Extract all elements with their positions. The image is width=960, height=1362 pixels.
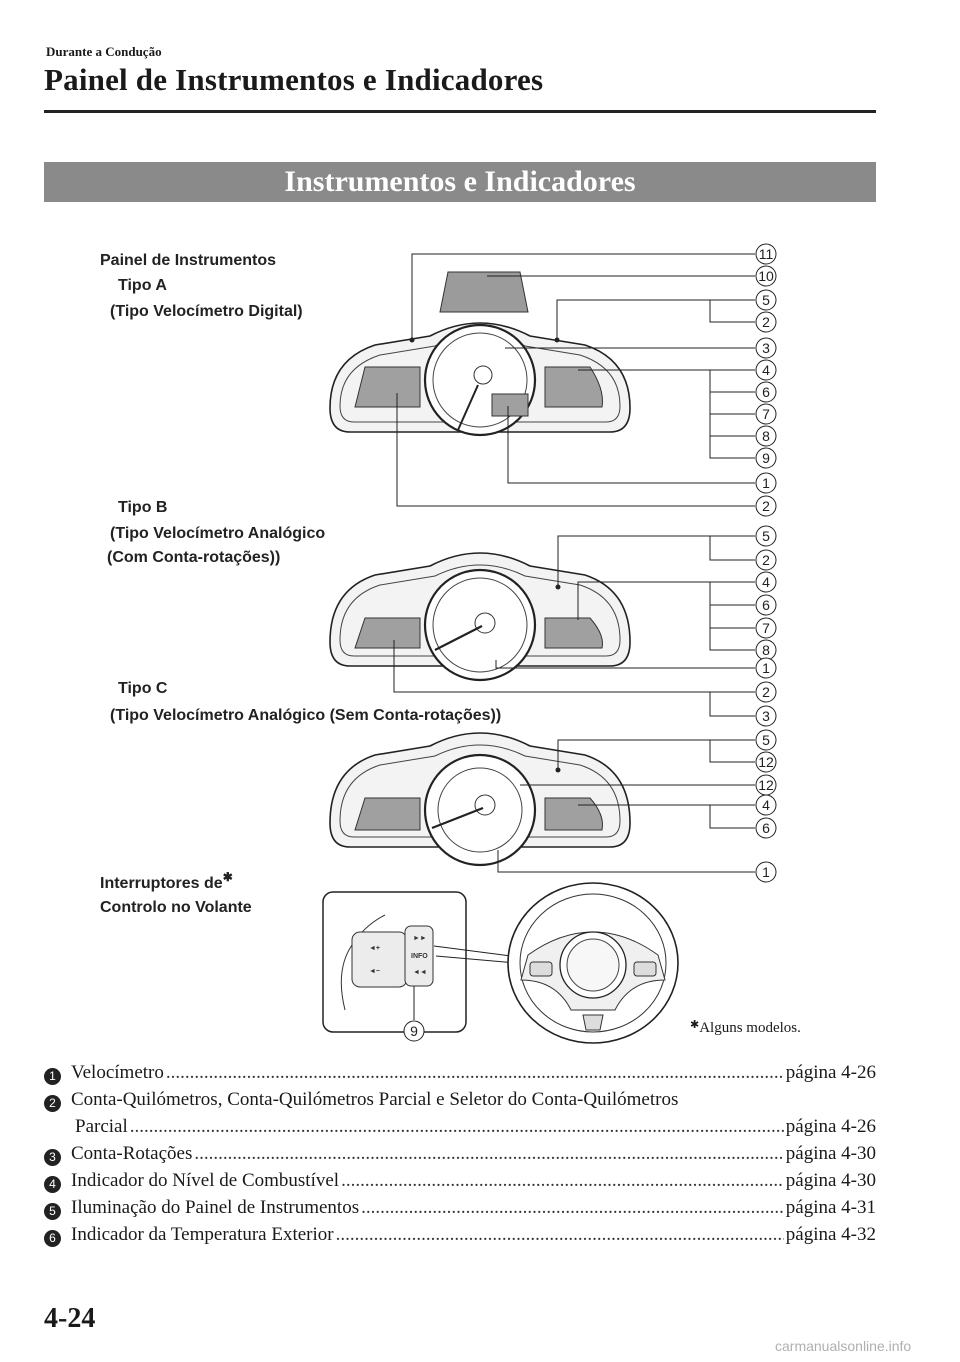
- legend-item: [44, 1170, 876, 1197]
- callout-b-4: 4: [762, 574, 770, 590]
- legend-item: [44, 1143, 876, 1170]
- legend-page: página 4-30: [785, 1143, 876, 1164]
- label-tipo-b-sub1: (Tipo Velocímetro Analógico: [110, 525, 326, 542]
- callout-c-6: 6: [762, 820, 770, 836]
- callout-a-9: 9: [762, 450, 770, 466]
- page-title: Painel de Instrumentos e Indicadores: [44, 62, 544, 97]
- callout-b-5: 5: [762, 528, 770, 544]
- legend-marker: 6: [44, 1230, 61, 1247]
- callout-c-5: 5: [762, 732, 770, 748]
- legend-page: página 4-30: [785, 1170, 876, 1191]
- callout-b-7: 7: [762, 620, 770, 636]
- label-tipo-b-sub2: (Com Conta-rotações)): [107, 549, 281, 566]
- cluster-type-c: [330, 733, 630, 865]
- leader-dots: [336, 1224, 784, 1246]
- leader-dots: [361, 1197, 784, 1219]
- watermark: carmanualsonline.info: [775, 1338, 912, 1354]
- label-tipo-a: Tipo A: [118, 277, 167, 294]
- callout-c-12b: 12: [758, 777, 774, 793]
- legend-name: Conta-Rotações: [71, 1143, 193, 1164]
- legend-item-continuation: [44, 1116, 876, 1143]
- callout-a-6: 6: [762, 384, 770, 400]
- legend-marker: 5: [44, 1203, 61, 1220]
- label-tipo-c: Tipo C: [118, 680, 168, 697]
- callout-a-11: 11: [758, 246, 774, 262]
- legend-list: [44, 1062, 876, 1251]
- callout-a-5: 5: [762, 292, 770, 308]
- legend-name: Conta-Quilómetros, Conta-Quilómetros Parcial e Seletor do Conta-Quilómetros: [71, 1089, 679, 1110]
- legend-name: Indicador da Temperatura Exterior: [71, 1224, 334, 1245]
- label-painel: Painel de Instrumentos: [100, 252, 277, 269]
- callout-a-8: 8: [762, 428, 770, 444]
- label-tipo-c-sub: (Tipo Velocímetro Analógico (Sem Conta-rotações)): [110, 707, 502, 724]
- label-tipo-a-sub: (Tipo Velocímetro Digital): [110, 303, 303, 320]
- leader-dots: [194, 1143, 783, 1165]
- callout-b-3: 3: [762, 708, 770, 724]
- callout-c-12: 12: [758, 754, 774, 770]
- callouts-type-c: [756, 730, 776, 882]
- leader-dots: [341, 1170, 784, 1192]
- legend-page: página 4-26: [785, 1116, 876, 1137]
- callout-a-4: 4: [762, 362, 770, 378]
- section-label: Durante a Condução: [46, 44, 162, 59]
- label-switches-1: Interruptores de✱: [100, 870, 233, 892]
- callouts-type-b: [756, 526, 776, 726]
- legend-marker: 4: [44, 1176, 61, 1193]
- callout-b-2: 2: [762, 552, 770, 568]
- footnote: [690, 1018, 801, 1037]
- instrument-diagram: [0, 210, 960, 1050]
- callout-b-2b: 2: [762, 684, 770, 700]
- footnote-text: Alguns modelos.: [699, 1020, 801, 1036]
- legend-marker: 3: [44, 1149, 61, 1166]
- page-number: 4-24: [44, 1303, 96, 1334]
- legend-item: [44, 1224, 876, 1251]
- svg-text:►►: ►►: [413, 935, 427, 942]
- cluster-type-b: [330, 553, 630, 680]
- legend-item: [44, 1062, 876, 1089]
- info-button-label: INFO: [411, 953, 428, 960]
- cluster-type-a: [330, 272, 630, 435]
- legend-page: página 4-31: [785, 1197, 876, 1218]
- svg-text:◄+: ◄+: [369, 945, 381, 952]
- legend-name: Indicador do Nível de Combustível: [71, 1170, 340, 1191]
- label-switches-2: Controlo no Volante: [100, 899, 252, 916]
- callout-b-8: 8: [762, 642, 770, 658]
- callout-a-10: 10: [758, 268, 774, 284]
- legend-item: [44, 1089, 876, 1116]
- legend-name: Iluminação do Painel de Instrumentos: [71, 1197, 360, 1218]
- callout-a-2: 2: [762, 314, 770, 330]
- legend-marker: 2: [44, 1095, 61, 1112]
- legend-name-2: Parcial: [75, 1116, 128, 1137]
- banner-title: Instrumentos e Indicadores: [284, 165, 636, 198]
- legend-page: página 4-26: [785, 1062, 876, 1083]
- callout-b-1: 1: [762, 660, 770, 676]
- callouts-type-a: [756, 244, 776, 516]
- label-tipo-b: Tipo B: [118, 499, 168, 516]
- title-rule: [44, 110, 876, 113]
- callout-wheel-9: 9: [410, 1023, 418, 1039]
- callout-wheel: [404, 1021, 424, 1041]
- callout-a-1: 1: [762, 475, 770, 491]
- svg-text:◄◄: ◄◄: [413, 969, 427, 976]
- svg-text:◄−: ◄−: [369, 968, 381, 975]
- leader-dots: [130, 1116, 784, 1138]
- footnote-asterisk: ✱: [690, 1019, 700, 1031]
- callout-c-4: 4: [762, 797, 770, 813]
- callout-b-6: 6: [762, 597, 770, 613]
- leader-dots: [166, 1062, 784, 1084]
- callout-a-7: 7: [762, 406, 770, 422]
- callout-a-2b: 2: [762, 498, 770, 514]
- callout-c-1: 1: [762, 864, 770, 880]
- section-banner: [44, 162, 876, 202]
- legend-page: página 4-32: [785, 1224, 876, 1245]
- callout-a-3: 3: [762, 340, 770, 356]
- legend-name: Velocímetro: [71, 1062, 164, 1083]
- legend-item: [44, 1197, 876, 1224]
- steering-wheel: [323, 883, 678, 1043]
- legend-marker: 1: [44, 1068, 61, 1085]
